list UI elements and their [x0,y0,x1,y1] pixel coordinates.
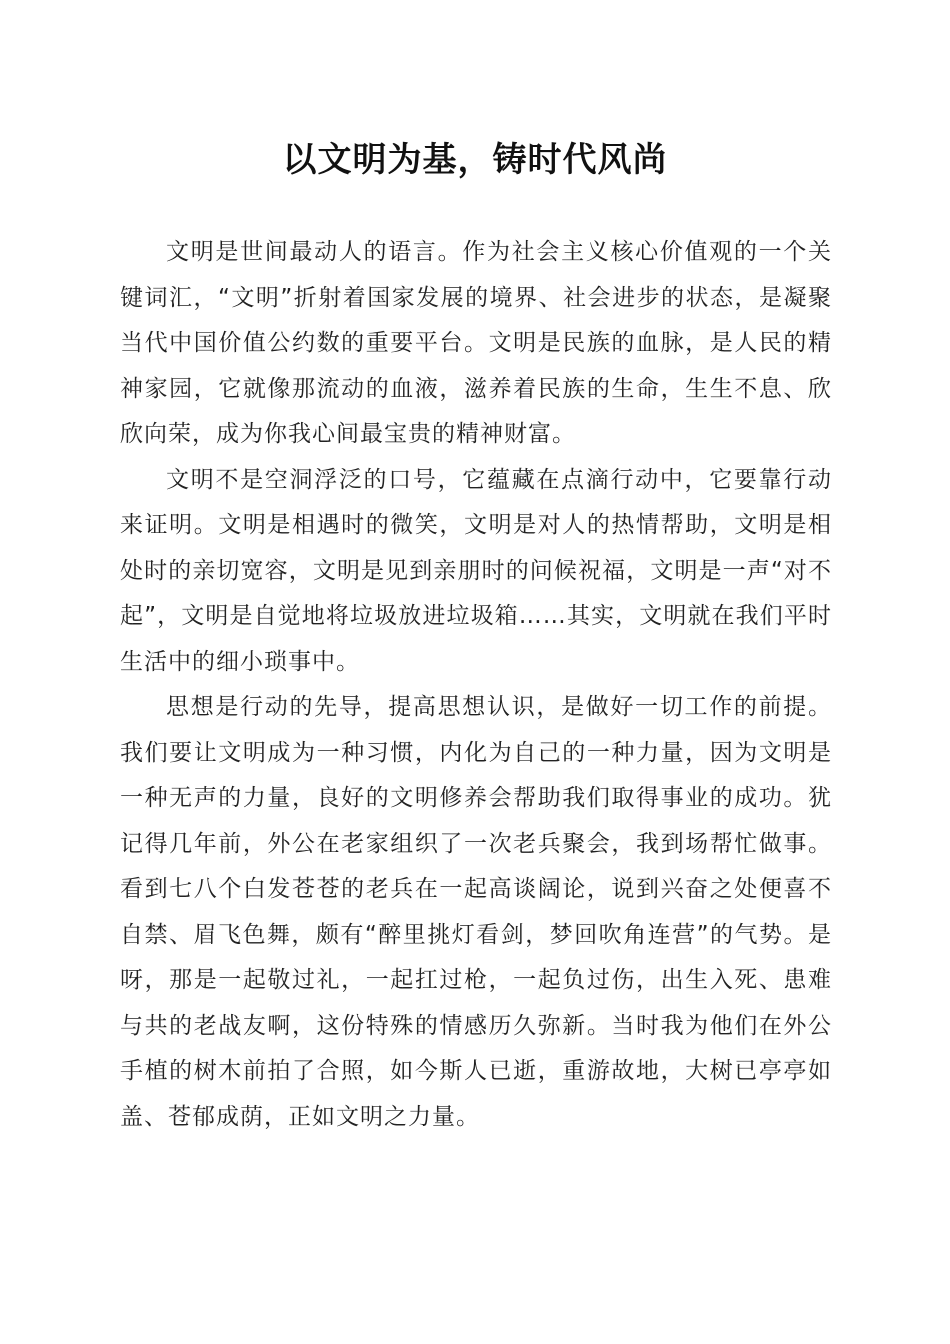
paragraph: 思想是行动的先导，提高思想认识，是做好一切工作的前提。我们要让文明成为一种习惯，内化为自己的一种力量，因为文明是一种无声的力量，良好的文明修养会帮助我们取得事业的成功。犹记得几年前，外公在老家组织了一次老兵聚会，我到场帮忙做事。看到七八个白发苍苍的老兵在一起高谈阔论，说到兴奋之处便喜不自禁、眉飞色舞，颇有“醉里挑灯看剑，梦回吹角连营”的气势。是呀，那是一起敬过礼，一起扛过枪，一起负过伤，出生入死、患难与共的老战友啊，这份特殊的情感历久弥新。当时我为他们在外公手植的树木前拍了合照，如今斯人已逝，重游故地，大树已亭亭如盖、苍郁成荫，正如文明之力量。 [120,694,832,1130]
document-title: 以文明为基，铸时代风尚 [282,140,668,180]
paragraph: 文明不是空洞浮泛的口号，它蕴藏在点滴行动中，它要靠行动来证明。文明是相遇时的微笑，文明是对人的热情帮助，文明是相处时的亲切宽容，文明是见到亲朋时的问候祝福，文明是一声“对不起”，文明是自觉地将垃圾放进垃圾箱……其实，文明就在我们平时生活中的细小琐事中。 [120,466,832,675]
document-body [120,230,832,1140]
paragraph: 文明是世间最动人的语言。作为社会主义核心价值观的一个关键词汇，“文明”折射着国家发展的境界、社会进步的状态，是凝聚当代中国价值公约数的重要平台。文明是民族的血脉，是人民的精神家园，它就像那流动的血液，滋养着民族的生命，生生不息、欣欣向荣，成为你我心间最宝贵的精神财富。 [120,239,832,447]
